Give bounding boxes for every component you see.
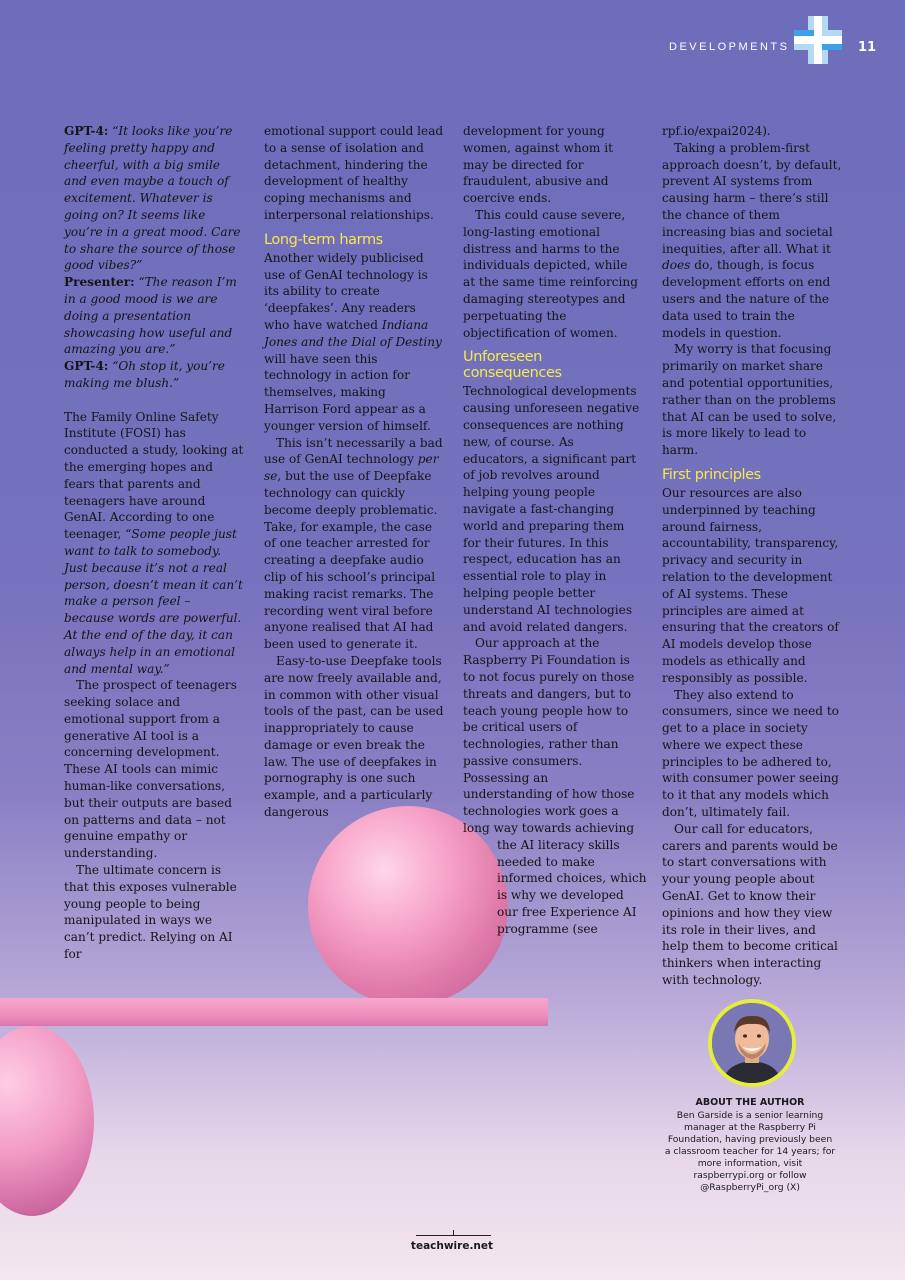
paragraph: This isn’t necessarily a bad use of GenAI technology per se, but the use of Deepfake technology can quickly become deeply problematic. Take, for example, the case of one teacher arrested for creating a deepfake audio clip of his school’s principal making racist remarks. The recording went viral before anyone realised that AI had been used to generate it. <box>264 435 443 652</box>
author-portrait-icon <box>712 1003 792 1083</box>
paragraph-continued: the AI literacy skills needed to make informed choices, which is why we developed our free Experience AI programme (see <box>497 837 647 936</box>
section-label: DEVELOPMENTS <box>669 41 790 53</box>
section-heading: Unforeseen consequences <box>463 349 562 382</box>
paragraph: Our resources are also underpinned by teaching around fairness, accountability, transparency, privacy and security in relation to the development of AI systems. These principles are aimed at ensuring that the creators of AI models develop those models as ethically and responsibly as possible. <box>662 485 839 685</box>
paragraph: The prospect of teenagers seeking solace and emotional support from a generative AI tool is a concerning development. These AI tools can mimic human-like conversations, but their outputs are based on patterns and data – not genuine empathy or understanding. <box>64 678 237 861</box>
paragraph: Easy-to-use Deepfake tools are now freely available and, in common with other visual tools of the past, can be used inappropriately to cause damage or even break the law. The use of deepfakes in pornography is one such example, and a particularly dangerous <box>264 653 444 820</box>
article-column-2 <box>264 123 444 821</box>
paragraph: Another widely publicised use of GenAI technology is its ability to create ‘deepfakes’. Any readers who have watched Indiana Jones and the Dial of Destiny will have seen this technology in action for themselves, making Harrison Ford appear as a younger version of himself. <box>264 250 442 433</box>
paragraph: rpf.io/expai2024). <box>662 124 771 138</box>
author-avatar <box>708 999 796 1087</box>
footer-site-link[interactable]: teachwire.net <box>410 1240 494 1252</box>
footer-divider-tick <box>453 1230 454 1236</box>
paragraph: My worry is that focusing primarily on market share and potential opportunities, rather than on the problems that AI can be used to solve, is more likely to lead to harm. <box>662 342 837 458</box>
article-column-3 <box>463 123 647 938</box>
paragraph: Our call for educators, carers and parents would be to start conversations with your young people about GenAI. Get to know their opinions and how they view its role in their lives, and help them to become critical thinkers when interacting with technology. <box>662 821 838 988</box>
paragraph: development for young women, against whom it may be directed for fraudulent, abusive and coercive ends. <box>463 124 613 206</box>
about-the-author <box>664 1097 836 1194</box>
article-column-1 <box>64 123 244 963</box>
author-bio: Ben Garside is a senior learning manager at the Raspberry Pi Foundation, having previously been a classroom teacher for 14 years; for more information, visit raspberrypi.org or follow @RaspberryPi_org (X) <box>664 1110 836 1193</box>
pink-sphere-small-illustration <box>0 1026 94 1216</box>
paragraph: They also extend to consumers, since we need to get to a place in society where we expect these principles to be adhered to, with consumer power seeing to it that any models which don’t, ultimately fail. <box>662 687 839 820</box>
section-heading: Long-term harms <box>264 231 383 248</box>
dialogue-line: Presenter: “The reason I’m in a good mood is we are doing a presentation showcasing how useful and amazing you are.” <box>64 275 237 357</box>
pink-plank-illustration <box>0 998 548 1026</box>
paragraph: This could cause severe, long-lasting emotional distress and harms to the individuals depicted, while at the same time reinforcing damaging stereotypes and perpetuating the objectification of women. <box>463 207 638 340</box>
paragraph: The Family Online Safety Institute (FOSI) has conducted a study, looking at the emerging hopes and fears that parents and teenagers have around GenAI. According to one teenager, “Some people just want to talk to somebody. Just because it’s not a real person, doesn’t mean it can’t make a person feel – because words are powerful. At the end of the day, it can always help in an emotional and mental way.” <box>64 409 244 676</box>
section-heading: First principles <box>662 466 761 483</box>
paragraph: emotional support could lead to a sense of isolation and detachment, hindering the development of healthy coping mechanisms and interpersonal relationships. <box>264 124 444 222</box>
page-number: 11 <box>858 40 877 55</box>
dialogue-line: GPT-4: “Oh stop it, you’re making me blush.” <box>64 359 225 390</box>
paragraph: Our approach at the Raspberry Pi Foundation is to not focus purely on those threats and dangers, but to teach young people how to be critical users of technologies, rather than passive consumers. Possessing an understanding of how those technologies work goes a long way towards achieving <box>463 636 635 836</box>
paragraph: The ultimate concern is that this exposes vulnerable young people to being manipulated in ways we can’t predict. Relying on AI for <box>64 863 237 962</box>
author-heading: ABOUT THE AUTHOR <box>695 1097 805 1108</box>
article-column-4 <box>662 123 842 989</box>
plus-icon <box>794 16 842 64</box>
paragraph: Taking a problem-first approach doesn’t, by default, prevent AI systems from causing harm – there’s still the chance of them increasing bias and societal inequities, after all. What it does do, though, is focus development efforts on end users and the nature of the data used to train the models in question. <box>662 140 842 340</box>
dialogue-line: GPT-4: “It looks like you’re feeling pretty happy and cheerful, with a big smile and even maybe a touch of excitement. Whatever is going on? It seems like you’re in a great mood. Care to share the source of those good vibes?” <box>64 124 241 273</box>
paragraph: Technological developments causing unforeseen negative consequences are nothing new, of course. As educators, a significant part of job revolves around helping young people navigate a fast-changing world and preparing them for their futures. In this respect, education has an essential role to play in helping people better understand AI technologies and avoid related dangers. <box>463 384 640 634</box>
